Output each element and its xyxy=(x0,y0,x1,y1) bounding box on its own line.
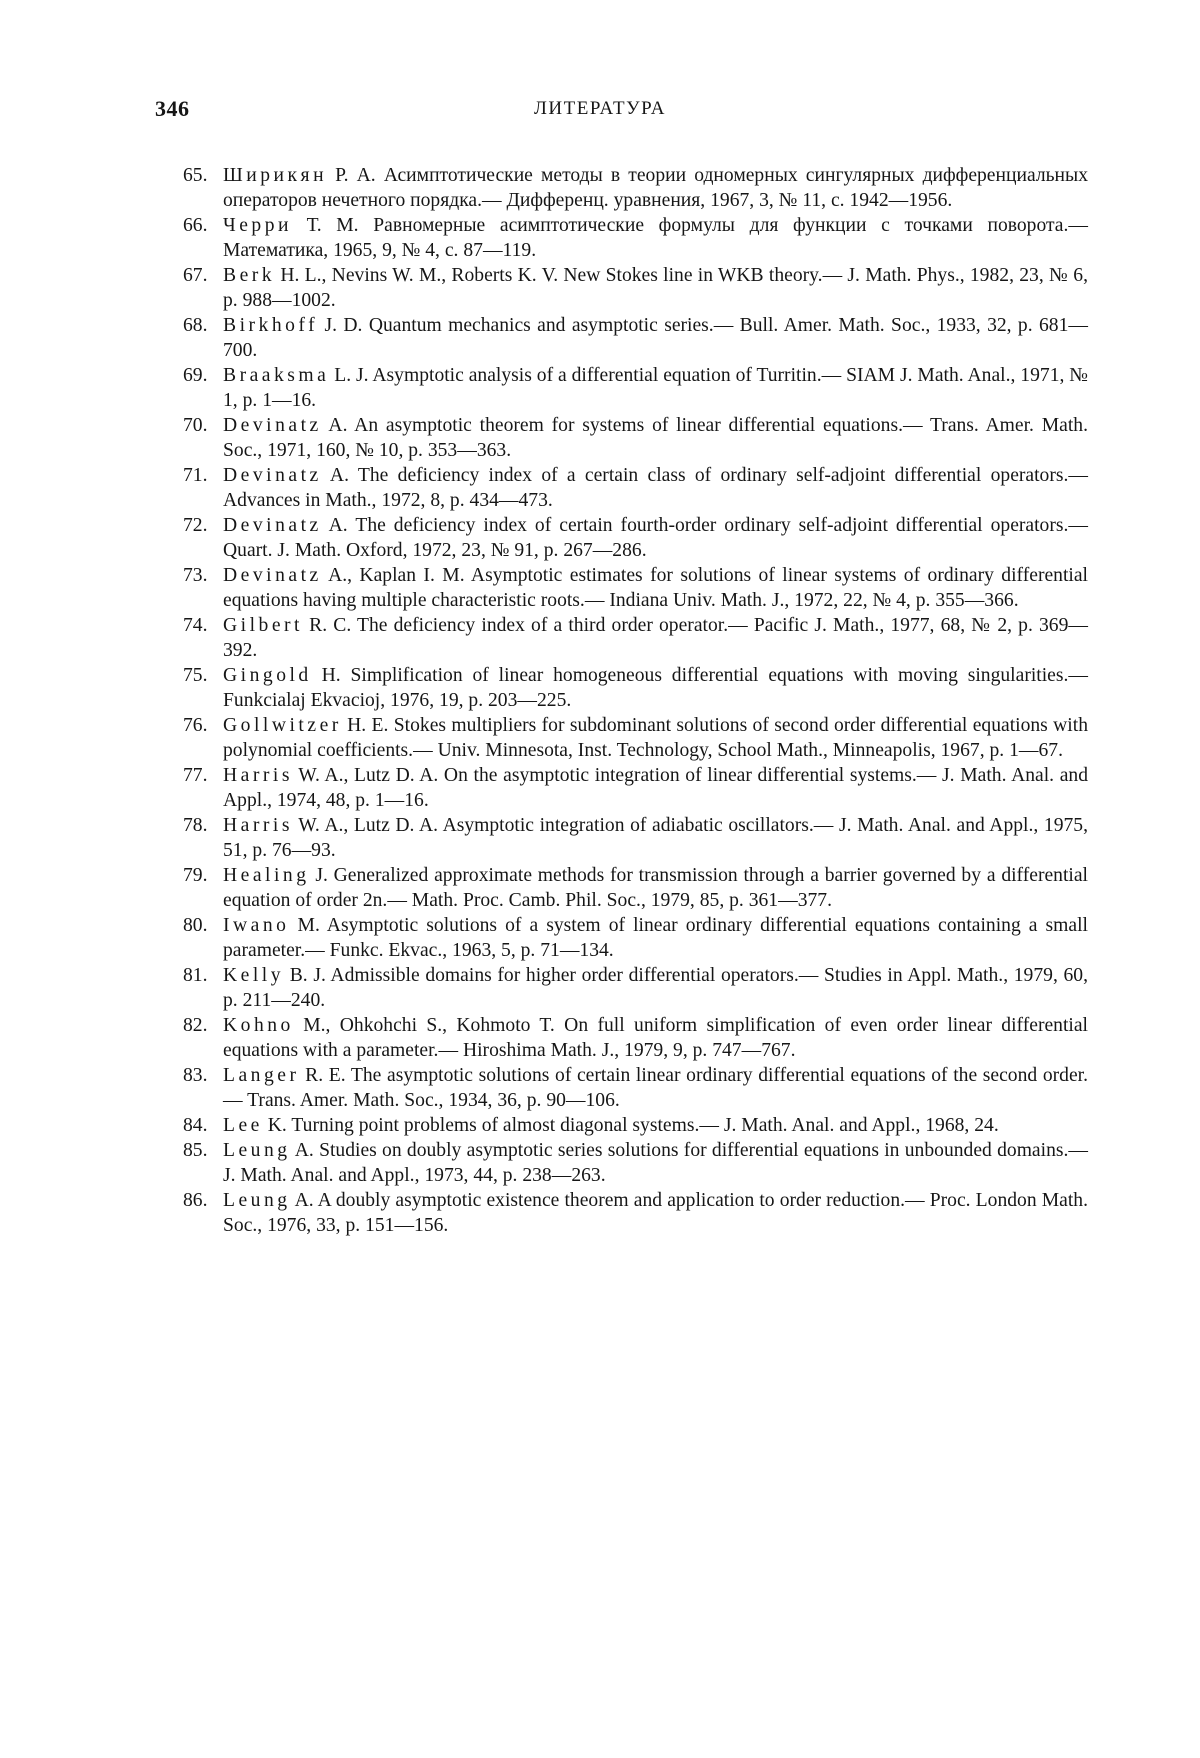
reference-author: Birkhoff xyxy=(223,315,319,336)
reference-number: 67. xyxy=(183,265,208,286)
reference-number: 71. xyxy=(183,465,208,486)
page-number: 346 xyxy=(155,96,190,121)
reference-number: 73. xyxy=(183,565,208,586)
reference-number: 82. xyxy=(183,1015,208,1036)
reference-item xyxy=(0,813,1088,863)
reference-text: A. The deficiency index of certain fourth-order ordinary self-adjoint differential operators.— Quart. J. Math. Oxford, 1972, 23, № 91, p. 267—286. xyxy=(223,515,1088,561)
reference-author: Leung xyxy=(223,1140,291,1161)
reference-author: Iwano xyxy=(223,915,290,936)
reference-author: Devinatz xyxy=(223,515,322,536)
reference-text: L. J. Asymptotic analysis of a differential equation of Turritin.— SIAM J. Math. Anal., 1971, № 1, p. 1—16. xyxy=(223,365,1088,411)
reference-author: Gilbert xyxy=(223,615,303,636)
reference-number: 66. xyxy=(183,215,208,236)
reference-number: 70. xyxy=(183,415,208,436)
reference-text: R. C. The deficiency index of a third order operator.— Pacific J. Math., 1977, 68, № 2, p. 369—392. xyxy=(223,615,1088,661)
reference-item xyxy=(0,163,1088,213)
reference-number: 74. xyxy=(183,615,208,636)
reference-text: Р. А. Асимптотические методы в теории одномерных сингулярных дифференциальных операторов нечетного порядка.— Дифференц. уравнения, 1967, 3, № 11, с. 1942—1956. xyxy=(223,165,1088,211)
reference-item xyxy=(0,913,1088,963)
reference-item xyxy=(0,563,1088,613)
reference-author: Gingold xyxy=(223,665,312,686)
reference-text: W. A., Lutz D. A. On the asymptotic integration of linear differential systems.— J. Math. Anal. and Appl., 1974, 48, p. 1—16. xyxy=(223,765,1088,811)
reference-number: 75. xyxy=(183,665,208,686)
reference-author: Harris xyxy=(223,815,293,836)
reference-author: Harris xyxy=(223,765,293,786)
reference-number: 78. xyxy=(183,815,208,836)
reference-item xyxy=(0,613,1088,663)
reference-number: 72. xyxy=(183,515,208,536)
reference-text: W. A., Lutz D. A. Asymptotic integration of adiabatic oscillators.— J. Math. Anal. and Appl., 1975, 51, p. 76—93. xyxy=(223,815,1088,861)
reference-author: Devinatz xyxy=(223,465,322,486)
reference-number: 84. xyxy=(183,1115,208,1136)
reference-text: Т. М. Равномерные асимптотические формулы для функции с точками поворота.— Математика, 1965, 9, № 4, с. 87—119. xyxy=(223,215,1088,261)
reference-author: Braaksma xyxy=(223,365,330,386)
reference-author: Langer xyxy=(223,1065,300,1086)
reference-text: J. D. Quantum mechanics and asymptotic series.— Bull. Amer. Math. Soc., 1933, 32, p. 681—700. xyxy=(223,315,1088,361)
reference-number: 79. xyxy=(183,865,208,886)
reference-item xyxy=(0,763,1088,813)
reference-text: A. An asymptotic theorem for systems of linear differential equations.— Trans. Amer. Math. Soc., 1971, 160, № 10, p. 353—363. xyxy=(223,415,1088,461)
reference-author: Healing xyxy=(223,865,310,886)
reference-author: Kohno xyxy=(223,1015,294,1036)
reference-number: 85. xyxy=(183,1140,208,1161)
reference-number: 68. xyxy=(183,315,208,336)
reference-author: Ширикян xyxy=(223,165,328,186)
reference-author: Kelly xyxy=(223,965,285,986)
reference-item xyxy=(0,313,1088,363)
reference-author: Черри xyxy=(223,215,293,236)
reference-number: 69. xyxy=(183,365,208,386)
reference-item xyxy=(0,863,1088,913)
reference-item xyxy=(0,413,1088,463)
reference-author: Gollwitzer xyxy=(223,715,342,736)
reference-author: Devinatz xyxy=(223,565,322,586)
reference-number: 65. xyxy=(183,165,208,186)
reference-text: R. E. The asymptotic solutions of certain linear ordinary differential equations of the second order.— Trans. Amer. Math. Soc., 1934, 36, p. 90—106. xyxy=(223,1065,1088,1111)
reference-text: H. E. Stokes multipliers for subdominant solutions of second order differential equations with polynomial coefficients.— Univ. Minnesota, Inst. Technology, School Math., Minneapolis, 1967, p. 1—67. xyxy=(223,715,1088,761)
reference-item xyxy=(0,1063,1088,1113)
reference-item xyxy=(0,663,1088,713)
reference-item xyxy=(0,213,1088,263)
reference-item xyxy=(0,713,1088,763)
reference-number: 86. xyxy=(183,1190,208,1211)
reference-item xyxy=(0,1113,1088,1138)
reference-item xyxy=(0,263,1088,313)
reference-item xyxy=(0,463,1088,513)
reference-author: Devinatz xyxy=(223,415,322,436)
reference-item xyxy=(0,1188,1088,1238)
reference-number: 81. xyxy=(183,965,208,986)
reference-text: A., Kaplan I. M. Asymptotic estimates for solutions of linear systems of ordinary differential equations having multiple characteristic roots.— Indiana Univ. Math. J., 1972, 22, № 4, p. 355—366. xyxy=(223,565,1088,611)
reference-item xyxy=(0,513,1088,563)
reference-text: J. Generalized approximate methods for transmission through a barrier governed by a differential equation of order 2n.— Math. Proc. Camb. Phil. Soc., 1979, 85, p. 361—377. xyxy=(223,865,1088,911)
reference-author: Berk xyxy=(223,265,276,286)
reference-number: 83. xyxy=(183,1065,208,1086)
reference-number: 77. xyxy=(183,765,208,786)
reference-item xyxy=(0,1013,1088,1063)
reference-text: H. Simplification of linear homogeneous differential equations with moving singularities.— Funkcialaj Ekvacioj, 1976, 19, p. 203—225. xyxy=(223,665,1088,711)
reference-number: 76. xyxy=(183,715,208,736)
reference-text: B. J. Admissible domains for higher order differential operators.— Studies in Appl. Math., 1979, 60, p. 211—240. xyxy=(223,965,1088,1011)
reference-item xyxy=(0,363,1088,413)
reference-text: K. Turning point problems of almost diagonal systems.— J. Math. Anal. and Appl., 1968, 24. xyxy=(262,1115,999,1136)
reference-item xyxy=(0,963,1088,1013)
reference-text: A. A doubly asymptotic existence theorem and application to order reduction.— Proc. London Math. Soc., 1976, 33, p. 151—156. xyxy=(223,1190,1088,1236)
reference-item xyxy=(0,1138,1088,1188)
reference-text: A. The deficiency index of a certain class of ordinary self-adjoint differential operators.— Advances in Math., 1972, 8, p. 434—473. xyxy=(223,465,1088,511)
reference-author: Lee xyxy=(223,1115,263,1136)
reference-number: 80. xyxy=(183,915,208,936)
reference-text: M. Asymptotic solutions of a system of linear ordinary differential equations containing a small parameter.— Funkc. Ekvac., 1963, 5, p. 71—134. xyxy=(223,915,1088,961)
page-header xyxy=(0,96,1200,126)
reference-text: A. Studies on doubly asymptotic series solutions for differential equations in unbounded domains.— J. Math. Anal. and Appl., 1973, 44, p. 238—263. xyxy=(223,1140,1088,1186)
reference-author: Leung xyxy=(223,1190,291,1211)
reference-text: M., Ohkohchi S., Kohmoto T. On full uniform simplification of even order linear differential equations with a parameter.— Hiroshima Math. J., 1979, 9, p. 747—767. xyxy=(223,1015,1088,1061)
reference-list xyxy=(0,163,1200,1238)
running-title: ЛИТЕРАТУРА xyxy=(534,98,666,119)
reference-text: H. L., Nevins W. M., Roberts K. V. New Stokes line in WKB theory.— J. Math. Phys., 1982, 23, № 6, p. 988—1002. xyxy=(223,265,1088,311)
